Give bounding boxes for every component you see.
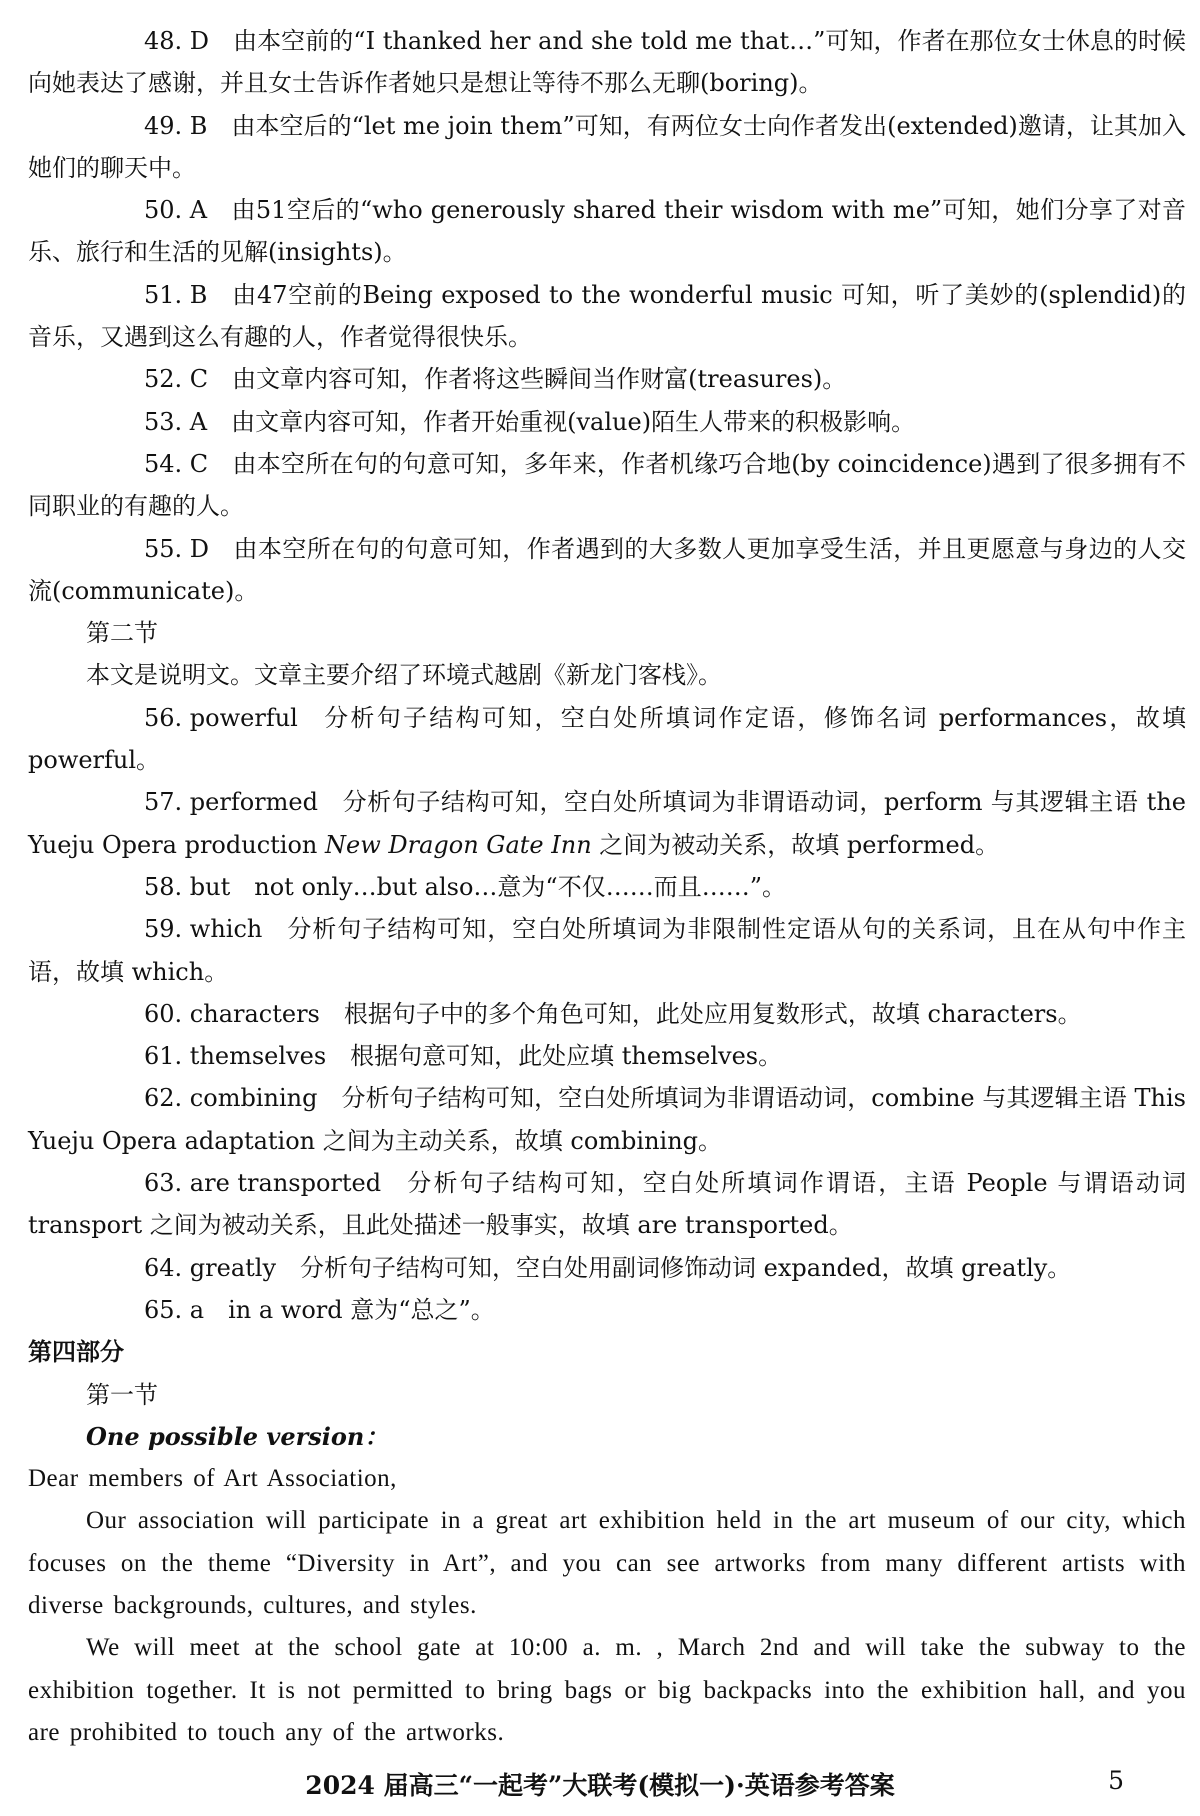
answer-number: 64. greatly: [144, 1253, 277, 1282]
answer-number: 50. A: [144, 196, 208, 225]
answer-number: 53. A: [144, 407, 208, 436]
answer-key-body: [28, 20, 1186, 1754]
answer-61: [28, 1035, 1186, 1077]
answer-number: 55. D: [144, 534, 210, 563]
answer-49: [28, 105, 1186, 190]
answer-57: [28, 781, 1186, 866]
section-intro: 本文是说明文。文章主要介绍了环境式越剧《新龙门客栈》。: [86, 661, 722, 690]
answer-number: 54. C: [144, 449, 209, 478]
answer-number: 48. D: [144, 27, 210, 55]
answer-explanation: 由本空所在句的句意可知，多年来，作者机缘巧合地(by coincidence)遇到了很多拥有不同职业的有趣的人。: [28, 449, 1186, 521]
answer-number: 58. but: [144, 872, 231, 901]
answer-explanation: 根据句子中的多个角色可知，此处应用复数形式，故填 characters。: [343, 999, 1082, 1028]
answer-explanation: 由本空后的“let me join them”可知，有两位女士向作者发出(extended)邀请，让其加入她们的聊天中。: [28, 111, 1186, 182]
answer-50: [28, 189, 1186, 274]
answer-explanation-start: 分析句子结构可知，空白处所填词为非谓语动词，perform 与其逻辑主语 the Yueju Opera production: [28, 788, 1186, 859]
essay-paragraph: We will meet at the school gate at 10:00 a. m. , March 2nd and will take the subway to the exhibition together. It is not permitted to bring bags or big backpacks into the exhibition hall, and you are prohibited to touch any of the artworks.: [28, 1634, 1186, 1746]
page-footer: [0, 1766, 1200, 1806]
answer-explanation: 由本空所在句的句意可知，作者遇到的大多数人更加享受生活，并且更愿意与身边的人交流(communicate)。: [28, 534, 1186, 605]
answer-explanation: 分析句子结构可知，空白处所填词作谓语，主语 People 与谓语动词 transport 之间为被动关系，且此处描述一般事实，故填 are transported。: [28, 1169, 1186, 1240]
part-heading: 第四部分: [28, 1337, 124, 1367]
sample-essay-label: One possible version：: [86, 1421, 389, 1451]
answer-58: [28, 866, 1186, 908]
answer-explanation: 由51空后的“who generously shared their wisdom with me”可知，她们分享了对音乐、旅行和生活的见解(insights)。: [28, 196, 1186, 267]
answer-53: [28, 401, 1186, 443]
answer-52: [28, 358, 1186, 400]
answer-60: [28, 993, 1186, 1035]
section-heading: 第一节: [86, 1380, 158, 1409]
answer-number: 49. B: [144, 111, 208, 140]
answer-56: [28, 697, 1186, 782]
answer-number: 65. a: [144, 1295, 205, 1324]
answer-number: 60. characters: [144, 999, 320, 1028]
answer-55: [28, 528, 1186, 613]
sample-essay: [28, 1458, 1186, 1754]
answer-number: 63. are transported: [144, 1169, 382, 1198]
answer-65: [28, 1289, 1186, 1331]
answer-explanation: 分析句子结构可知，空白处所填词为非谓语动词，combine 与其逻辑主语 This Yueju Opera adaptation 之间为主动关系，故填 combining。: [28, 1084, 1186, 1155]
page-number: 5: [1108, 1766, 1124, 1795]
answer-number: 59. which: [144, 915, 263, 944]
answer-number: 57. performed: [144, 788, 318, 817]
answer-number: 61. themselves: [144, 1042, 327, 1071]
answer-number: 62. combining: [144, 1084, 318, 1113]
answer-62: [28, 1077, 1186, 1162]
answer-explanation: 分析句子结构可知，空白处所填词作定语，修饰名词 performances，故填 powerful。: [28, 703, 1186, 775]
opera-title: New Dragon Gate Inn: [325, 830, 592, 859]
answer-number: 52. C: [144, 365, 209, 394]
answer-64: [28, 1247, 1186, 1289]
section-heading: 第二节: [86, 619, 158, 648]
answer-explanation: not only…but also…意为“不仅……而且……”。: [254, 872, 786, 901]
essay-paragraph: Our association will participate in a great art exhibition held in the art museum of our city, which focuses on the theme “Diversity in Art”, and you can see artworks from many different artists with diverse backgrounds, cultures, and styles.: [28, 1507, 1186, 1619]
answer-48: [28, 20, 1186, 105]
answer-54: [28, 443, 1186, 528]
answer-59: [28, 908, 1186, 993]
answer-explanation: 分析句子结构可知，空白处用副词修饰动词 expanded，故填 greatly。: [300, 1253, 1072, 1282]
answer-explanation: 分析句子结构可知，空白处所填词为非限制性定语从句的关系词，且在从句中作主语，故填 which。: [28, 915, 1186, 986]
answer-63: [28, 1162, 1186, 1247]
answer-explanation: 由47空前的Being exposed to the wonderful music 可知，听了美妙的(splendid)的音乐，又遇到这么有趣的人，作者觉得很快乐。: [28, 280, 1186, 352]
answer-number: 56. powerful: [144, 703, 298, 732]
answer-explanation-end: 之间为被动关系，故填 performed。: [591, 830, 1000, 859]
answer-explanation: in a word 意为“总之”。: [228, 1295, 495, 1324]
answer-explanation: 由本空前的“I thanked her and she told me that…”可知，作者在那位女士休息的时候向她表达了感谢，并且女士告诉作者她只是想让等待不那么无聊(boring)。: [28, 27, 1186, 98]
answer-explanation: 由文章内容可知，作者开始重视(value)陌生人带来的积极影响。: [231, 407, 916, 436]
answer-explanation: 根据句意可知，此处应填 themselves。: [350, 1042, 783, 1071]
answer-number: 51. B: [144, 280, 208, 309]
footer-title: 2024 届高三“一起考”大联考(模拟一)·英语参考答案: [305, 1771, 895, 1800]
answer-explanation: 由文章内容可知，作者将这些瞬间当作财富(treasures)。: [232, 365, 847, 394]
essay-greeting: Dear members of Art Association,: [28, 1465, 397, 1493]
answer-51: [28, 274, 1186, 359]
